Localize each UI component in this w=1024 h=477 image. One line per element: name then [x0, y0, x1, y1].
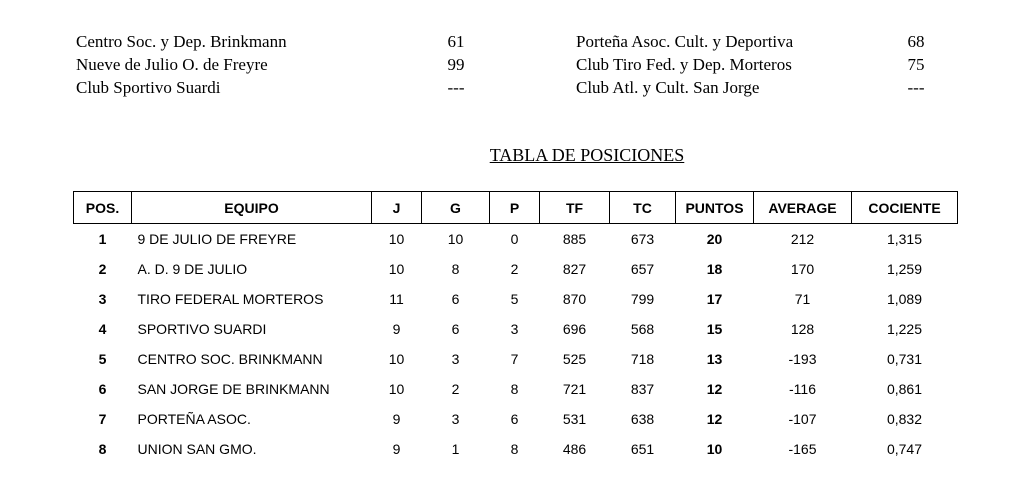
- cell-p: 6: [510, 411, 519, 427]
- cell-tf: 870: [562, 291, 587, 307]
- cell-ratio: 1,259: [886, 261, 923, 277]
- cell-team: UNION SAN GMO.: [137, 441, 257, 457]
- cell-tf: 486: [562, 441, 587, 457]
- cell-j: 10: [388, 261, 405, 277]
- cell-p: 7: [510, 351, 519, 367]
- cell-average: 71: [794, 291, 811, 307]
- away-score: 68: [907, 32, 925, 51]
- home-score: 61: [447, 32, 465, 51]
- cell-average: -116: [789, 381, 816, 397]
- cell-tf: 827: [562, 261, 587, 277]
- cell-g: 10: [447, 231, 464, 247]
- cell-team: CENTRO SOC. BRINKMANN: [137, 351, 323, 367]
- cell-tc: 837: [630, 381, 655, 397]
- cell-ratio: 1,089: [886, 291, 923, 307]
- home-team: Club Sportivo Suardi: [76, 78, 221, 97]
- away-score: ---: [907, 78, 925, 97]
- cell-tc: 673: [630, 231, 655, 247]
- cell-tc: 651: [630, 441, 655, 457]
- col-header-g: G: [422, 192, 490, 224]
- cell-j: 10: [388, 231, 405, 247]
- cell-p: 8: [510, 381, 519, 397]
- cell-tc: 568: [630, 321, 655, 337]
- col-header-j: J: [372, 192, 422, 224]
- table-row: [74, 374, 958, 404]
- away-team: Club Atl. y Cult. San Jorge: [576, 78, 760, 97]
- cell-ratio: 1,225: [886, 321, 923, 337]
- cell-pos: 5: [98, 351, 107, 367]
- cell-ratio: 0,832: [886, 411, 923, 427]
- cell-pos: 7: [98, 411, 107, 427]
- cell-tc: 657: [630, 261, 655, 277]
- cell-team: SAN JORGE DE BRINKMANN: [137, 381, 330, 397]
- cell-tc: 718: [630, 351, 655, 367]
- cell-tf: 531: [562, 411, 587, 427]
- cell-average: -165: [788, 441, 817, 457]
- cell-tc: 638: [630, 411, 655, 427]
- table-row: [74, 284, 958, 314]
- cell-team: PORTEÑA ASOC.: [137, 411, 251, 427]
- away-team: Club Tiro Fed. y Dep. Morteros: [576, 55, 792, 74]
- cell-team: SPORTIVO SUARDI: [137, 321, 267, 337]
- result-row: [76, 76, 936, 99]
- cell-team: 9 DE JULIO DE FREYRE: [137, 231, 297, 247]
- cell-ratio: 0,861: [886, 381, 923, 397]
- cell-points: 20: [706, 231, 723, 247]
- standings-table: [73, 191, 958, 464]
- table-row: [74, 434, 958, 464]
- cell-points: 18: [706, 261, 723, 277]
- cell-points: 13: [706, 351, 723, 367]
- table-row: [74, 404, 958, 434]
- table-row: [74, 224, 958, 255]
- col-header-tf: TF: [540, 192, 610, 224]
- cell-pos: 3: [98, 291, 107, 307]
- cell-ratio: 0,731: [886, 351, 923, 367]
- cell-points: 10: [706, 441, 723, 457]
- cell-pos: 6: [98, 381, 107, 397]
- home-score: 99: [447, 55, 465, 74]
- cell-j: 10: [388, 381, 405, 397]
- result-row: [76, 30, 936, 53]
- home-team: Nueve de Julio O. de Freyre: [76, 55, 268, 74]
- table-title: TABLA DE POSICIONES: [489, 145, 685, 165]
- col-header-pos: POS.: [74, 192, 132, 224]
- cell-tf: 721: [562, 381, 587, 397]
- cell-points: 12: [706, 411, 723, 427]
- cell-g: 1: [451, 441, 460, 457]
- result-row: [76, 53, 936, 76]
- table-row: [74, 344, 958, 374]
- cell-tf: 525: [562, 351, 587, 367]
- cell-j: 11: [389, 291, 404, 307]
- table-row: [74, 314, 958, 344]
- col-header-ratio: COCIENTE: [852, 192, 958, 224]
- cell-g: 8: [451, 261, 460, 277]
- table-row: [74, 254, 958, 284]
- away-score: 75: [907, 55, 925, 74]
- match-results: [76, 30, 936, 99]
- header-row: [74, 192, 958, 224]
- cell-average: -193: [788, 351, 817, 367]
- cell-j: 9: [392, 321, 401, 337]
- home-team: Centro Soc. y Dep. Brinkmann: [76, 32, 287, 51]
- col-header-average: AVERAGE: [754, 192, 852, 224]
- cell-g: 3: [451, 411, 460, 427]
- cell-pos: 2: [98, 261, 107, 277]
- cell-p: 8: [510, 441, 519, 457]
- cell-j: 9: [392, 441, 401, 457]
- cell-g: 6: [451, 291, 460, 307]
- cell-tf: 696: [562, 321, 587, 337]
- cell-p: 5: [510, 291, 519, 307]
- cell-average: 212: [790, 231, 815, 247]
- cell-p: 3: [510, 321, 519, 337]
- cell-p: 2: [510, 261, 519, 277]
- col-header-team: EQUIPO: [132, 192, 372, 224]
- cell-pos: 1: [98, 231, 107, 247]
- cell-points: 17: [706, 291, 723, 307]
- cell-p: 0: [510, 231, 519, 247]
- col-header-p: P: [490, 192, 540, 224]
- cell-team: A. D. 9 DE JULIO: [137, 261, 248, 277]
- cell-team: TIRO FEDERAL MORTEROS: [137, 291, 324, 307]
- cell-points: 12: [706, 381, 723, 397]
- cell-g: 3: [451, 351, 460, 367]
- cell-j: 9: [392, 411, 401, 427]
- cell-tf: 885: [562, 231, 587, 247]
- cell-average: 170: [790, 261, 815, 277]
- cell-pos: 8: [98, 441, 107, 457]
- col-header-points: PUNTOS: [676, 192, 754, 224]
- cell-average: 128: [790, 321, 815, 337]
- cell-points: 15: [706, 321, 723, 337]
- col-header-tc: TC: [610, 192, 676, 224]
- cell-ratio: 1,315: [886, 231, 923, 247]
- cell-j: 10: [388, 351, 405, 367]
- home-score: ---: [447, 78, 465, 97]
- cell-tc: 799: [630, 291, 655, 307]
- cell-pos: 4: [98, 321, 107, 337]
- away-team: Porteña Asoc. Cult. y Deportiva: [576, 32, 794, 51]
- cell-g: 2: [451, 381, 460, 397]
- cell-ratio: 0,747: [886, 441, 923, 457]
- cell-g: 6: [451, 321, 460, 337]
- cell-average: -107: [788, 411, 817, 427]
